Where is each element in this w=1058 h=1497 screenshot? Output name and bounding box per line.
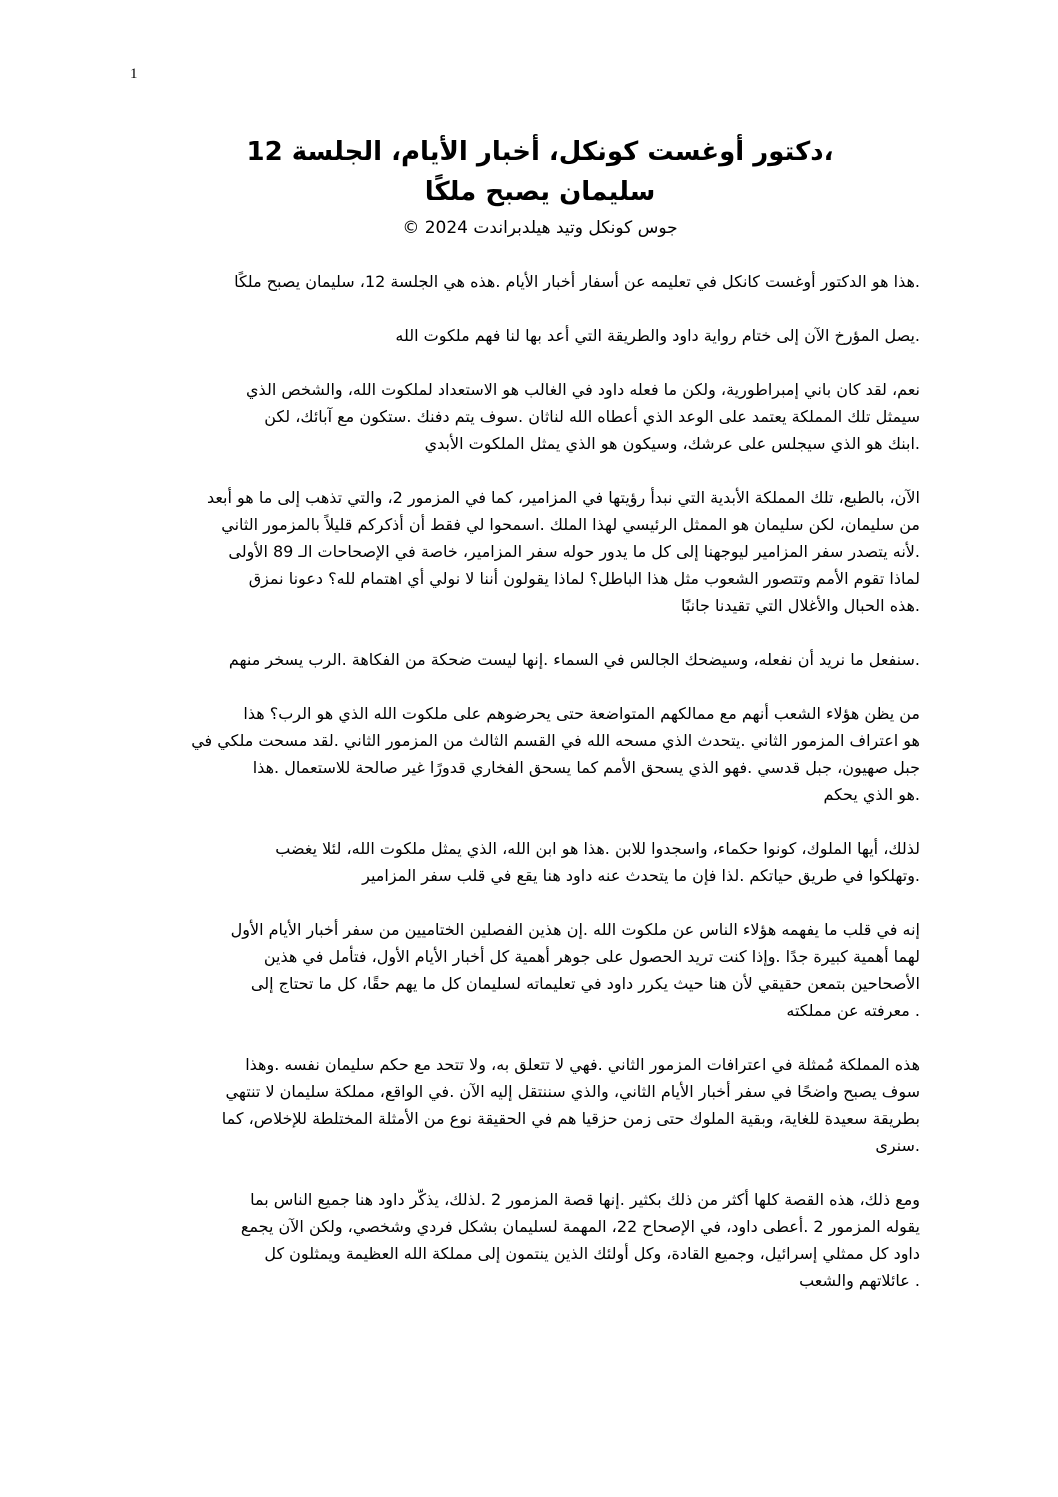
text-line: جبل صهيون، جبل قدسي .فهو الذي يسحق الأمم كما يسحق الفخاري قدورًا غير صالحة للاستعمال .هذا xyxy=(252,758,920,777)
text-line: . معرفته عن مملكته xyxy=(786,1001,920,1020)
text-line: الآن، بالطبع، تلك المملكة الأبدية التي نبدأ رؤيتها في المزامير، كما في المزمور 2، والتي تذهب إلى ما هو أبعد xyxy=(206,488,920,507)
text-line: هو اعتراف المزمور الثاني .يتحدث الذي مسحه الله في القسم الثالث من المزمور الثاني .لقد مسحت ملكي في xyxy=(191,731,920,750)
page-number: 1 xyxy=(130,66,138,82)
text-line: الأصحاحين بتمعن حقيقي لأن هنا حيث يكرر داود في تعليماته لسليمان كل ما يهم حقًا، كل ما تحتاج إلى xyxy=(250,974,920,993)
text-line: من يظن هؤلاء الشعب أنهم مع ممالكهم المتواضعة حتى يحرضوهم على ملكوت الله الذي هو الرب؟ هذا xyxy=(243,704,920,723)
text-line: .ابنك هو الذي سيجلس على عرشك، وسيكون هو الذي يمثل الملكوت الأبدي xyxy=(424,434,920,453)
text-line: لماذا تقوم الأمم وتتصور الشعوب مثل هذا الباطل؟ لماذا يقولون أننا لا نولي أي اهتمام لله؟ دعونا نمزق xyxy=(248,569,920,588)
paragraph-heart-of-kingdom xyxy=(136,916,920,1024)
text-line: لذلك، أيها الملوك، كونوا حكماء، واسجدوا للابن .هذا هو ابن الله، الذي يمثل ملكوت الله، لئلا يغضب xyxy=(275,839,920,858)
text-line: سيمثل تلك المملكة يعتمد على الوعد الذي أعطاه الله لناثان .سوف يتم دفنك .ستكون مع آبائك، لكن xyxy=(264,407,920,426)
text-line: . عائلاتهم والشعب xyxy=(799,1271,920,1290)
text-line: .هذه الحبال والأغلال التي تقيدنا جانبًا xyxy=(680,596,920,615)
text-line: .يصل المؤرخ الآن إلى ختام رواية داود والطريقة التي أعد بها لنا فهم ملكوت الله xyxy=(395,326,920,345)
document-title: ،دكتور أوغست كونكل، أخبار الأيام، الجلسة 12 xyxy=(246,137,834,167)
text-line: .وتهلكوا في طريق حياتكم .لذا فإن ما يتحدث عنه داود هنا يقع في قلب سفر المزامير xyxy=(362,866,920,885)
paragraph-empire-builder xyxy=(136,376,920,457)
text-line: لهما أهمية كبيرة جدًا .وإذا كنت تريد الحصول على جوهر أهمية كل أخبار الأيام الأول، فتأمل في هذين xyxy=(263,947,920,966)
copyright-line: جوس كونكل وتيد هيلدبراندت 2024 © xyxy=(402,218,678,238)
paragraph-represented-kingdom xyxy=(136,1051,920,1159)
text-line: .سنفعل ما نريد أن نفعله، وسيضحك الجالس في السماء .إنها ليست ضحكة من الفكاهة .الرب يسخر منهم xyxy=(228,650,920,669)
text-line: سوف يصبح واضحًا في سفر أخبار الأيام الثاني، والذي سننتقل إليه الآن .في الواقع، مملكة سليمان لا تنتهي xyxy=(225,1082,920,1101)
paragraph-intro xyxy=(136,268,920,295)
text-line: إنه في قلب ما يفهمه هؤلاء الناس عن ملكوت الله .إن هذين الفصلين الختاميين من سفر أخبار الأيام الأول xyxy=(230,920,920,939)
paragraph-kings-be-wise xyxy=(136,835,920,889)
text-line: .سنرى xyxy=(875,1136,920,1155)
text-line: .هذا هو الدكتور أوغست كانكل في تعليمه عن أسفار أخبار الأيام .هذه هي الجلسة 12، سليمان يصبح ملكًا xyxy=(234,272,920,291)
paragraph-eternal-kingdom xyxy=(136,484,920,619)
text-line: داود كل ممثلي إسرائيل، وجميع القادة، وكل أولئك الذين ينتمون إلى مملكة الله العظيمة ويمثلون كل xyxy=(264,1244,920,1263)
paragraph-laughter xyxy=(136,646,920,673)
document-body xyxy=(136,268,920,1321)
paragraph-psalm-two-story xyxy=(136,1186,920,1294)
text-line: ومع ذلك، هذه القصة كلها أكثر من ذلك بكثير .إنها قصة المزمور 2 .لذلك، يذكّر داود هنا جميع الناس بما xyxy=(250,1190,920,1209)
text-line: .لأنه يتصدر سفر المزامير ليوجهنا إلى كل ما يدور حوله سفر المزامير، خاصة في الإصحاحات الـ 89 الأولى xyxy=(228,542,920,561)
text-line: هذه المملكة مُمثلة في اعترافات المزمور الثاني .فهي لا تتعلق به، ولا تتحد مع حكم سليمان نفسه .وهذا xyxy=(245,1055,920,1074)
text-line: بطريقة سعيدة للغاية، وبقية الملوك حتى زمن حزقيا هم في الحقيقة نوع من الأمثلة المختلطة للإخلاص، كما xyxy=(221,1109,920,1128)
text-line: يقوله المزمور 2 .أعطى داود، في الإصحاح 22، المهمة لسليمان بشكل فردي وشخصي، ولكن الآن يجمع xyxy=(240,1217,920,1236)
text-line: .هو الذي يحكم xyxy=(823,785,920,804)
paragraph-chronicler xyxy=(136,322,920,349)
text-line: نعم، لقد كان باني إمبراطورية، ولكن ما فعله داود في الغالب هو الاستعداد لملكوت الله، والشخص الذي xyxy=(246,380,920,399)
document-subtitle: سليمان يصبح ملكًا xyxy=(424,177,656,207)
paragraph-confession xyxy=(136,700,920,808)
text-line: من سليمان، لكن سليمان هو الممثل الرئيسي لهذا الملك .اسمحوا لي فقط أن أذكركم قليلاً بالمزمور الثاني xyxy=(221,515,920,534)
